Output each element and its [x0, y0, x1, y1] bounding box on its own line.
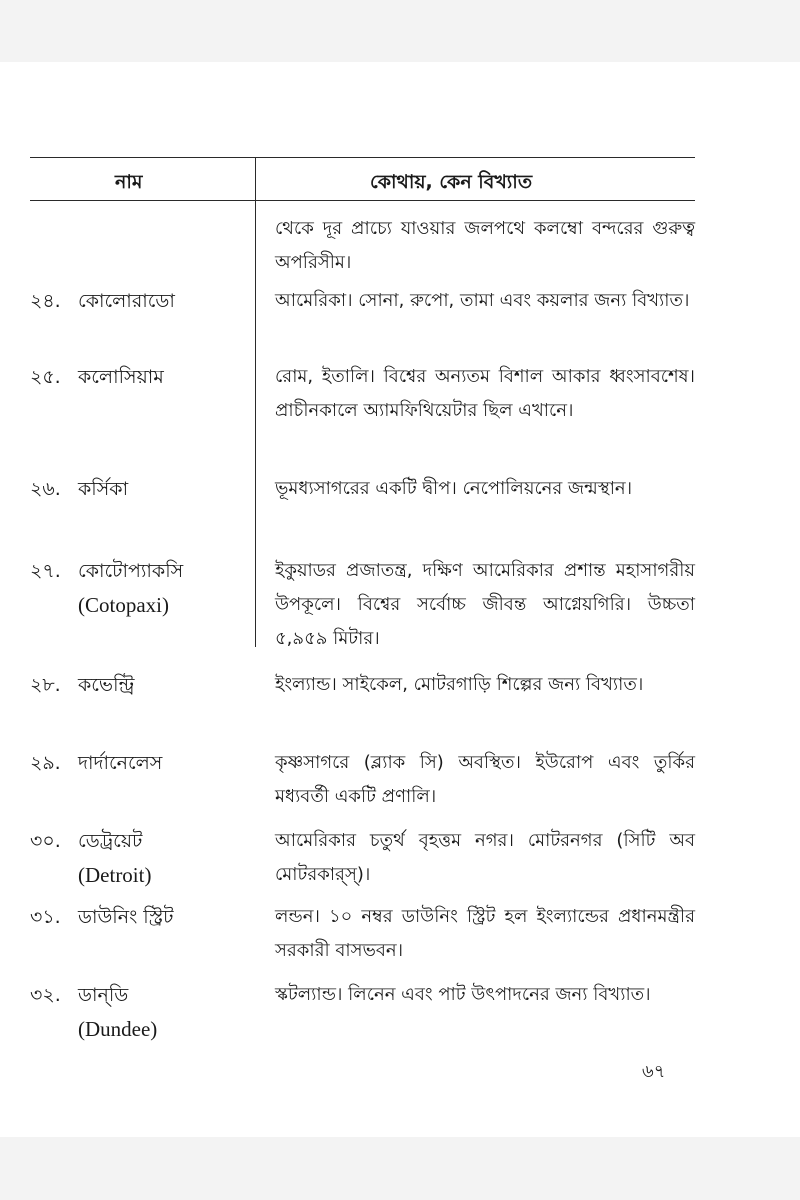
continuation-text: থেকে দূর প্রাচ্যে যাওয়ার জলপথে কলম্বো বন্দরের গুরুত্ব অপরিসীম।: [275, 218, 695, 273]
entry-number: ২৮.: [30, 674, 61, 696]
entry-title: দার্দানেলেস: [78, 752, 163, 774]
entry-name: [30, 746, 250, 780]
entry-number: ২৬.: [30, 478, 61, 500]
entry-description: স্কটল্যান্ড। লিনেন এবং পাট উৎপাদনের জন্য বিখ্যাত।: [275, 984, 651, 1005]
entry-number: ২৭.: [30, 560, 61, 582]
entry-title: ডেট্রয়েট: [78, 830, 143, 852]
name-column-header: নাম: [115, 171, 143, 193]
entry-description: ভূমধ্যসাগরের একটি দ্বীপ। নেপোলিয়নের জন্মস্থান।: [275, 478, 633, 499]
book-page: [0, 62, 800, 1137]
entry-description: লন্ডন। ১০ নম্বর ডাউনিং স্ট্রিট হল ইংল্যান্ডের প্রধানমন্ত্রীর সরকারী বাসভবন।: [275, 906, 695, 961]
entry-description: কৃষ্ণসাগরে (ব্ল্যাক সি) অবস্থিত। ইউরোপ এবং তুর্কির মধ্যবর্তী একটি প্রণালি।: [275, 752, 695, 807]
entry-number: ৩১.: [30, 906, 61, 928]
entry-title: কোটোপ্যাকসি: [78, 560, 184, 582]
header-bottom-rule: [30, 200, 695, 201]
entry-title: কর্সিকা: [78, 478, 129, 500]
entry-number: ২৯.: [30, 752, 61, 774]
entry-name: [30, 284, 250, 318]
entry-number: ২৫.: [30, 366, 61, 388]
table-top-rule: [30, 157, 695, 158]
entry-title: কলোসিয়াম: [78, 366, 164, 388]
entry-name: [30, 472, 250, 506]
entry-latin-name: (Cotopaxi): [78, 593, 169, 617]
entry-name: [30, 668, 250, 702]
entry-description: রোম, ইতালি। বিশ্বের অন্যতম বিশাল আকার ধ্বংসাবশেষ। প্রাচীনকালে অ্যামফিথিয়েটার ছিল এখানে।: [275, 366, 695, 421]
entry-description: ইকুয়াডর প্রজাতন্ত্র, দক্ষিণ আমেরিকার প্রশান্ত মহাসাগরীয় উপকূলে। বিশ্বের সর্বোচ্চ জীবন্ত আগ্নেয়গিরি। উচ্চতা ৫,৯৫৯ মিটার।: [275, 560, 695, 649]
entry-number: ৩০.: [30, 830, 61, 852]
entry-title: ডান্‌ডি: [78, 984, 129, 1006]
entry-description: আমেরিকা। সোনা, রুপো, তামা এবং কয়লার জন্য বিখ্যাত।: [275, 290, 690, 311]
entry-title: কভেন্ট্রি: [78, 674, 135, 696]
entry-description: আমেরিকার চতুর্থ বৃহত্তম নগর। মোটরনগর (সিটি অব মোটরকার্‌স্)।: [275, 830, 695, 885]
column-divider: [255, 157, 256, 647]
entry-title: কোলোরাডো: [78, 290, 175, 312]
description-column-header: কোথায়, কেন বিখ্যাত: [370, 171, 533, 193]
entry-name: [30, 360, 250, 394]
entry-description: ইংল্যান্ড। সাইকেল, মোটরগাড়ি শিল্পের জন্য বিখ্যাত।: [275, 674, 644, 695]
entry-name: [30, 824, 250, 892]
entry-name: [30, 900, 250, 934]
page-number: ৬৭: [642, 1061, 666, 1082]
entry-latin-name: (Dundee): [78, 1017, 158, 1041]
entry-name: [30, 554, 250, 622]
entry-number: ৩২.: [30, 984, 61, 1006]
entry-name: [30, 978, 250, 1046]
entry-title: ডাউনিং স্ট্রিট: [78, 906, 174, 928]
entry-number: ২৪.: [30, 290, 61, 312]
entry-latin-name: (Detroit): [78, 863, 152, 887]
